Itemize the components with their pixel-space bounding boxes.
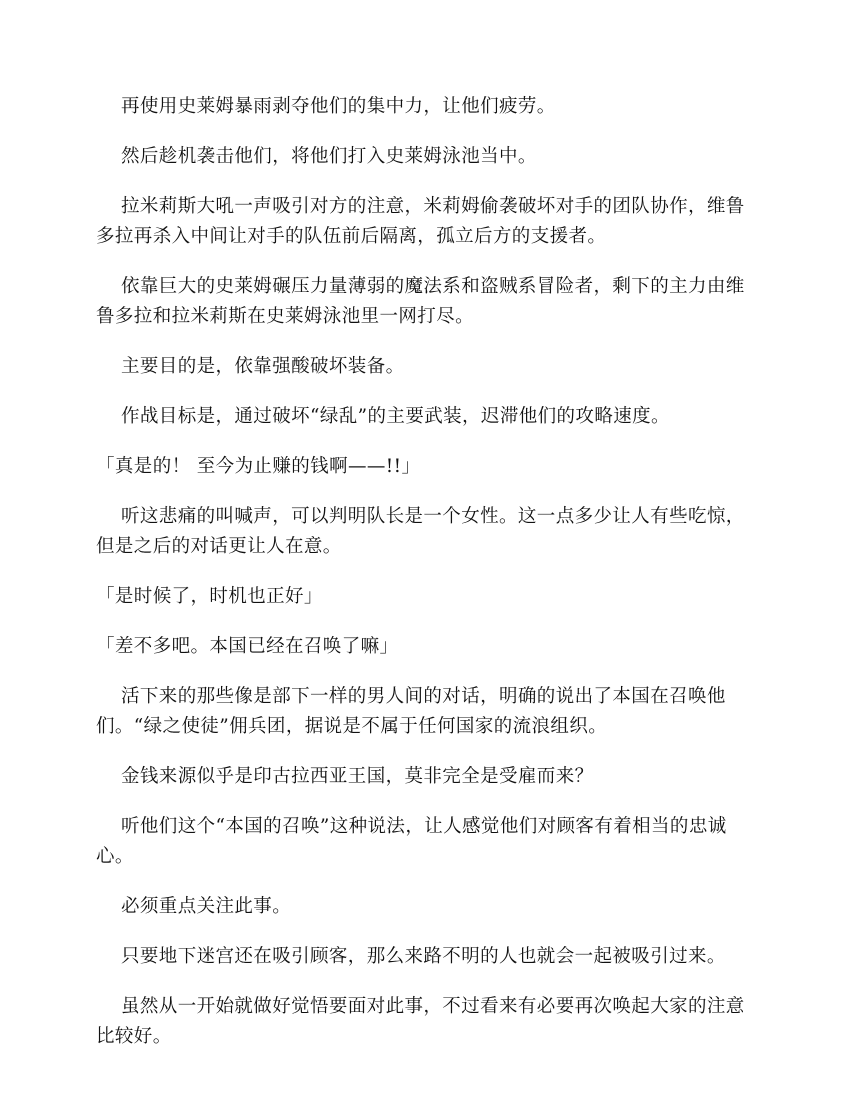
document-page [96, 92, 756, 1072]
paragraph: 拉米莉斯大吼一声吸引对方的注意，米莉姆偷袭破坏对手的团队协作，维鲁多拉再杀入中间让对手的队伍前后隔离，孤立后方的支援者。 [96, 196, 745, 247]
paragraph: 然后趁机袭击他们，将他们打入史莱姆泳池当中。 [121, 146, 537, 167]
paragraph: 再使用史莱姆暴雨剥夺他们的集中力，让他们疲劳。 [121, 96, 556, 117]
paragraph: 作战目标是，通过破坏“绿乱”的主要武装，迟滞他们的攻略速度。 [121, 406, 670, 427]
paragraph: 金钱来源似乎是印古拉西亚王国，莫非完全是受雇而来？ [121, 766, 594, 787]
paragraph: 依靠巨大的史莱姆碾压力量薄弱的魔法系和盗贼系冒险者，剩下的主力由维鲁多拉和拉米莉斯在史莱姆泳池里一网打尽。 [96, 276, 745, 327]
dialog-line: 「真是的！ 至今为止赚的钱啊——!!」 [96, 456, 421, 477]
paragraph: 听这悲痛的叫喊声，可以判明队长是一个女性。这一点多少让人有些吃惊，但是之后的对话更让人在意。 [96, 506, 745, 557]
dialog-line: 「是时候了，时机也正好」 [96, 586, 323, 607]
paragraph: 听他们这个“本国的召唤”这种说法，让人感觉他们对顾客有着相当的忠诚心。 [96, 816, 727, 867]
paragraph: 只要地下迷宫还在吸引顾客，那么来路不明的人也就会一起被吸引过来。 [121, 946, 726, 967]
paragraph: 活下来的那些像是部下一样的男人间的对话，明确的说出了本国在召唤他们。“绿之使徒”佣兵团，据说是不属于任何国家的流浪组织。 [96, 686, 726, 737]
dialog-line: 「差不多吧。本国已经在召唤了嘛」 [96, 636, 399, 657]
paragraph: 虽然从一开始就做好觉悟要面对此事，不过看来有必要再次唤起大家的注意比较好。 [96, 996, 745, 1047]
paragraph: 主要目的是，依靠强酸破坏装备。 [121, 356, 405, 377]
paragraph: 必须重点关注此事。 [121, 896, 292, 917]
